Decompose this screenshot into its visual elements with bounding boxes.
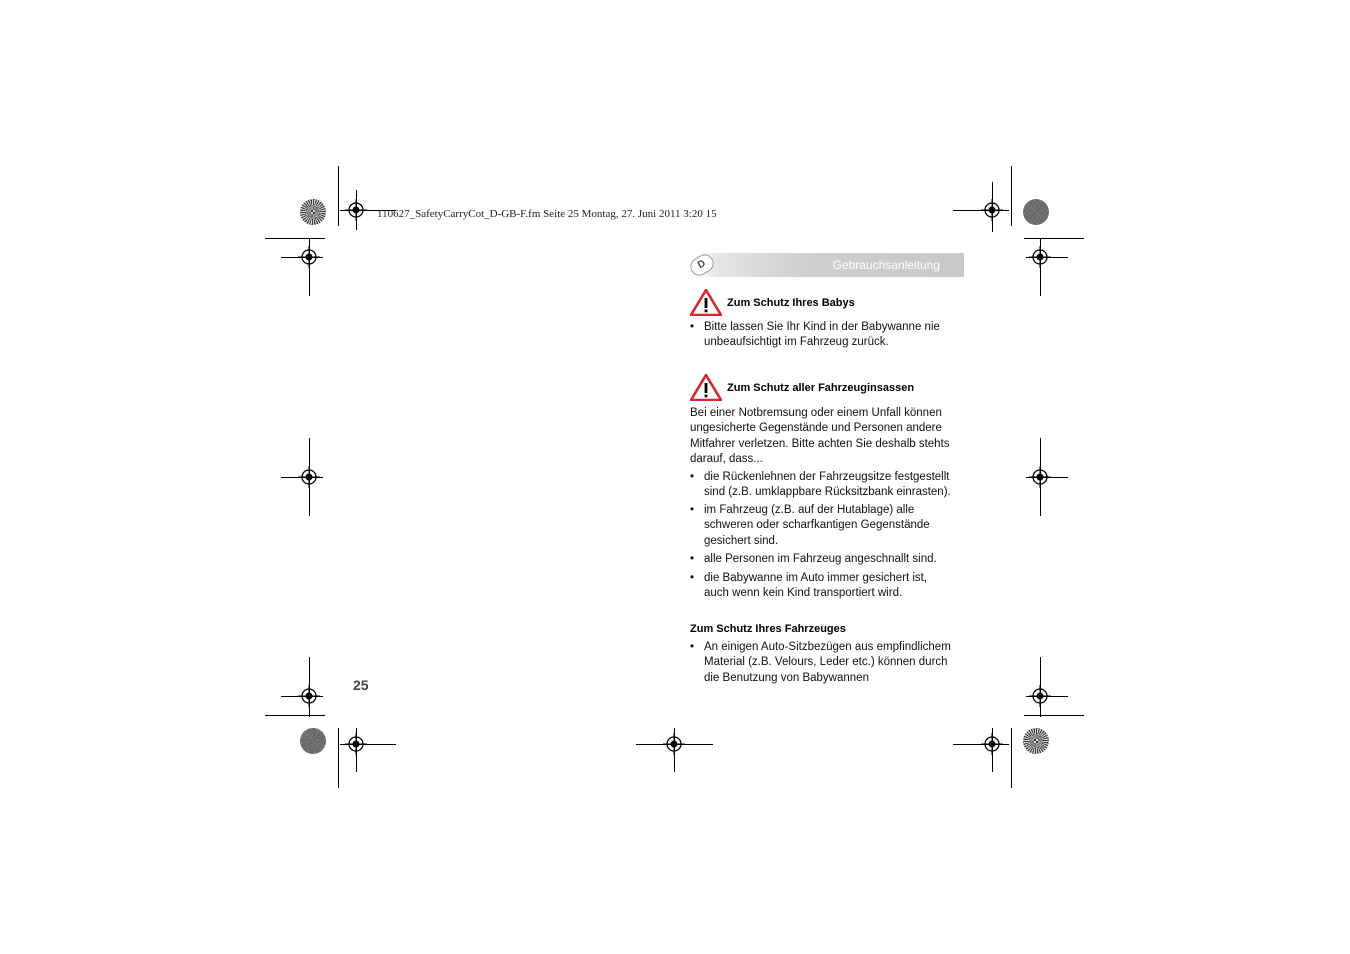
section-heading: Zum Schutz Ihres Babys	[727, 297, 855, 309]
section-heading: Zum Schutz Ihres Fahrzeuges	[690, 623, 846, 635]
crop-mark	[265, 715, 325, 716]
crop-mark	[265, 238, 325, 239]
starburst-target-icon	[1023, 728, 1049, 754]
registration-mark-icon	[298, 246, 320, 268]
registration-mark-icon	[345, 199, 367, 221]
registration-mark-icon	[981, 733, 1003, 755]
page-number: 25	[353, 677, 369, 693]
warning-triangle-icon	[690, 374, 722, 401]
paragraph: Bei einer Notbremsung oder einem Unfall können ungesicherte Gegenstände und Personen andere Mitfahrer verletzen. Bitte achten Sie deshalb stehts darauf, dass...	[690, 407, 950, 465]
language-badge: D	[687, 251, 717, 279]
registration-mark-icon	[663, 733, 685, 755]
registration-mark-icon	[981, 199, 1003, 221]
warning-triangle-icon	[690, 289, 722, 316]
registration-mark-icon	[345, 733, 367, 755]
crop-mark	[1011, 166, 1012, 226]
starburst-target-icon	[1023, 199, 1049, 225]
file-header-line: 110627_SafetyCarryCot_D-GB-F.fm Seite 25 Montag, 27. Juni 2011 3:20 15	[377, 208, 717, 220]
tab-label: Gebrauchsanleitung	[832, 258, 940, 272]
crop-mark	[1024, 238, 1084, 239]
section-heading: Zum Schutz aller Fahrzeuginsassen	[727, 382, 915, 394]
registration-mark-icon	[298, 685, 320, 707]
starburst-target-icon	[300, 199, 326, 225]
registration-mark-icon	[1029, 685, 1051, 707]
section-tab	[690, 253, 964, 277]
registration-mark-icon	[298, 466, 320, 488]
registration-mark-icon	[1029, 466, 1051, 488]
crop-mark	[338, 166, 339, 226]
crop-mark	[1011, 728, 1012, 788]
crop-mark	[338, 728, 339, 788]
starburst-target-icon	[300, 728, 326, 754]
registration-mark-icon	[1029, 246, 1051, 268]
crop-mark	[1024, 715, 1084, 716]
